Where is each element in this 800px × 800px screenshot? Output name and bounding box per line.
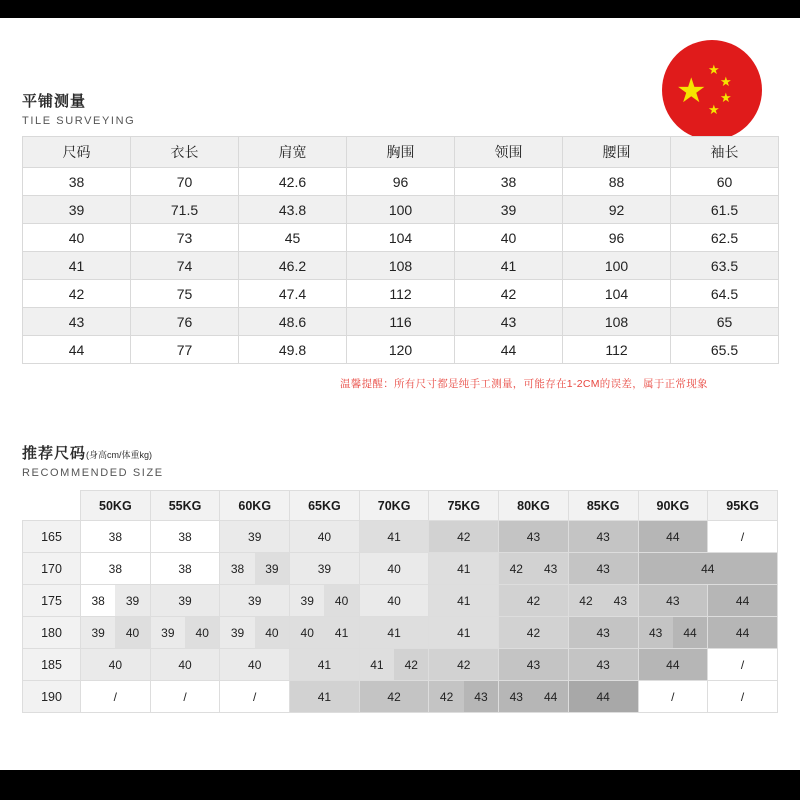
size-value: 38 [151, 521, 220, 552]
cell-sleeve: 63.5 [671, 252, 779, 280]
size-value: 39 [151, 617, 185, 648]
size-value: 44 [708, 617, 777, 648]
size-cell [568, 585, 638, 617]
size-value: 42 [394, 649, 428, 680]
cell-sleeve: 62.5 [671, 224, 779, 252]
col-header-75kg: 75KG [429, 491, 499, 521]
size-cell [638, 649, 708, 681]
size-cell [568, 553, 638, 585]
size-value: 43 [499, 521, 568, 552]
size-value: 41 [429, 553, 498, 584]
measurement-note: 温馨提醒：所有尺寸都是纯手工测量，可能存在1-2CM的误差，属于正常现象 [340, 378, 708, 390]
tile-surveying-table [22, 136, 779, 364]
cell-shoulder: 43.8 [239, 196, 347, 224]
cell-bust: 100 [347, 196, 455, 224]
size-cell [81, 521, 151, 553]
col-header-bust: 胸围 [347, 137, 455, 168]
cell-collar: 39 [455, 196, 563, 224]
cell-bust: 120 [347, 336, 455, 364]
size-cell [81, 585, 151, 617]
table-row [23, 585, 778, 617]
size-cell [429, 585, 499, 617]
cell-bust: 96 [347, 168, 455, 196]
size-cell [220, 521, 290, 553]
size-cell [150, 681, 220, 713]
size-value: / [81, 681, 150, 712]
size-cell [359, 681, 429, 713]
size-value: 41 [360, 649, 394, 680]
cell-collar: 42 [455, 280, 563, 308]
size-value: 43 [569, 617, 638, 648]
flag-big-star-icon: ★ [676, 72, 707, 110]
size-value: 42 [429, 649, 498, 680]
size-cell [499, 681, 569, 713]
size-cell [359, 617, 429, 649]
col-header-60kg: 60KG [220, 491, 290, 521]
size-value: 39 [81, 617, 115, 648]
table-row [23, 196, 779, 224]
cell-length: 76 [131, 308, 239, 336]
col-header-collar: 领围 [455, 137, 563, 168]
table-row [23, 224, 779, 252]
col-header-waist: 腰围 [563, 137, 671, 168]
size-cell [429, 649, 499, 681]
size-value: 44 [708, 585, 777, 616]
size-cell [359, 521, 429, 553]
size-cell [638, 681, 708, 713]
size-value: 44 [673, 617, 707, 648]
size-value: 40 [255, 617, 289, 648]
col-header-95kg: 95KG [708, 491, 778, 521]
size-cell [568, 681, 638, 713]
cell-sleeve: 60 [671, 168, 779, 196]
size-value: 38 [220, 553, 254, 584]
size-value: 39 [290, 585, 324, 616]
size-value: / [708, 649, 777, 680]
size-cell [638, 585, 708, 617]
size-cell [220, 649, 290, 681]
table-header-row [23, 137, 779, 168]
table-row [23, 649, 778, 681]
cell-size: 40 [23, 224, 131, 252]
size-cell [429, 617, 499, 649]
col-header-corner [23, 491, 81, 521]
size-value: 38 [151, 553, 220, 584]
cell-size: 43 [23, 308, 131, 336]
table-row [23, 617, 778, 649]
size-cell [708, 521, 778, 553]
size-value: 42 [499, 617, 568, 648]
col-header-length: 衣长 [131, 137, 239, 168]
size-cell [708, 585, 778, 617]
size-cell [359, 585, 429, 617]
flag-small-star-1-icon: ★ [708, 62, 720, 77]
row-header-height: 165 [23, 521, 81, 553]
size-value: 39 [220, 585, 289, 616]
size-value: 41 [429, 617, 498, 648]
size-value: 42 [499, 553, 533, 584]
size-value: 40 [81, 649, 150, 680]
recommended-size-title-unit: (身高cm/体重kg) [86, 450, 153, 460]
cell-shoulder: 47.4 [239, 280, 347, 308]
col-header-85kg: 85KG [568, 491, 638, 521]
cell-collar: 41 [455, 252, 563, 280]
cell-length: 74 [131, 252, 239, 280]
size-value: 43 [569, 521, 638, 552]
table-row [23, 252, 779, 280]
size-value: 44 [639, 553, 778, 584]
cell-sleeve: 65.5 [671, 336, 779, 364]
size-cell [708, 681, 778, 713]
recommended-size-heading [22, 442, 164, 479]
row-header-height: 175 [23, 585, 81, 617]
cell-size: 42 [23, 280, 131, 308]
cell-bust: 112 [347, 280, 455, 308]
table-row [23, 308, 779, 336]
size-cell [220, 553, 290, 585]
size-value: 42 [499, 585, 568, 616]
cell-length: 71.5 [131, 196, 239, 224]
size-value: 43 [499, 681, 533, 712]
flag-small-star-2-icon: ★ [720, 74, 732, 89]
size-cell [568, 649, 638, 681]
cell-length: 70 [131, 168, 239, 196]
size-value: 43 [464, 681, 498, 712]
size-cell [150, 521, 220, 553]
table-row [23, 521, 778, 553]
size-cell [150, 553, 220, 585]
size-cell [499, 649, 569, 681]
size-value: 44 [639, 521, 708, 552]
size-value: 39 [151, 585, 220, 616]
size-value: 44 [569, 681, 638, 712]
cell-length: 73 [131, 224, 239, 252]
col-header-shoulder: 肩宽 [239, 137, 347, 168]
size-value: 41 [429, 585, 498, 616]
cell-shoulder: 42.6 [239, 168, 347, 196]
cell-length: 77 [131, 336, 239, 364]
size-cell [359, 649, 429, 681]
size-value: 41 [290, 649, 359, 680]
size-cell [708, 649, 778, 681]
size-value: 40 [185, 617, 219, 648]
size-value: 43 [603, 585, 637, 616]
tile-surveying-heading [22, 90, 135, 127]
cell-shoulder: 46.2 [239, 252, 347, 280]
size-value: 39 [220, 521, 289, 552]
size-cell [429, 521, 499, 553]
size-value: 41 [290, 681, 359, 712]
cell-waist: 112 [563, 336, 671, 364]
size-cell [499, 617, 569, 649]
size-value: 39 [255, 553, 289, 584]
size-cell [290, 681, 360, 713]
size-cell [499, 553, 569, 585]
col-header-70kg: 70KG [359, 491, 429, 521]
size-value: 40 [115, 617, 149, 648]
col-header-65kg: 65KG [290, 491, 360, 521]
size-value: 42 [429, 521, 498, 552]
row-header-height: 185 [23, 649, 81, 681]
cell-length: 75 [131, 280, 239, 308]
size-value: 38 [81, 585, 115, 616]
size-value: / [708, 681, 777, 712]
size-value: 38 [81, 521, 150, 552]
cell-waist: 108 [563, 308, 671, 336]
size-cell [220, 585, 290, 617]
size-value: 42 [360, 681, 429, 712]
size-value: 40 [151, 649, 220, 680]
recommended-size-body [23, 521, 778, 713]
size-value: 39 [115, 585, 149, 616]
col-header-80kg: 80KG [499, 491, 569, 521]
size-value: 40 [324, 585, 358, 616]
size-value: 41 [324, 617, 358, 648]
size-cell [359, 553, 429, 585]
size-value: 39 [220, 617, 254, 648]
cell-size: 44 [23, 336, 131, 364]
size-value: 38 [81, 553, 150, 584]
size-value: 40 [290, 521, 359, 552]
cell-collar: 44 [455, 336, 563, 364]
size-value: / [708, 521, 777, 552]
size-value: 42 [429, 681, 463, 712]
size-value: / [639, 681, 708, 712]
size-cell [290, 585, 360, 617]
size-cell [290, 649, 360, 681]
size-cell [499, 585, 569, 617]
white-sheet [0, 18, 800, 770]
size-value: 43 [533, 553, 567, 584]
table-header-row [23, 491, 778, 521]
size-cell [708, 617, 778, 649]
cell-bust: 108 [347, 252, 455, 280]
size-cell [150, 617, 220, 649]
cell-size: 39 [23, 196, 131, 224]
table-row [23, 280, 779, 308]
size-value: 42 [569, 585, 603, 616]
row-header-height: 190 [23, 681, 81, 713]
size-cell [429, 681, 499, 713]
recommended-size-title-main: 推荐尺码 [22, 445, 87, 462]
size-value: 43 [639, 617, 673, 648]
size-cell [638, 617, 708, 649]
cell-sleeve: 64.5 [671, 280, 779, 308]
cell-bust: 104 [347, 224, 455, 252]
size-cell [290, 553, 360, 585]
size-value: / [220, 681, 289, 712]
cell-size: 38 [23, 168, 131, 196]
flag-small-star-3-icon: ★ [720, 90, 732, 105]
table-row [23, 553, 778, 585]
size-value: 43 [639, 585, 708, 616]
size-value: 44 [533, 681, 567, 712]
cell-size: 41 [23, 252, 131, 280]
cell-waist: 100 [563, 252, 671, 280]
cell-sleeve: 65 [671, 308, 779, 336]
cell-waist: 104 [563, 280, 671, 308]
size-cell [499, 521, 569, 553]
size-cell [81, 681, 151, 713]
size-cell [81, 617, 151, 649]
col-header-90kg: 90KG [638, 491, 708, 521]
cell-shoulder: 49.8 [239, 336, 347, 364]
tile-surveying-title-en: TILE SURVEYING [22, 115, 136, 127]
cell-collar: 40 [455, 224, 563, 252]
size-cell [81, 553, 151, 585]
cell-waist: 96 [563, 224, 671, 252]
size-value: 44 [639, 649, 708, 680]
flag-small-star-4-icon: ★ [708, 102, 720, 117]
recommended-size-table [22, 490, 778, 713]
size-value: 41 [360, 521, 429, 552]
size-cell [568, 617, 638, 649]
size-value: 43 [569, 649, 638, 680]
cell-bust: 116 [347, 308, 455, 336]
size-value: 43 [569, 553, 638, 584]
size-cell [638, 521, 708, 553]
size-cell [150, 649, 220, 681]
size-cell [568, 521, 638, 553]
size-value: 43 [499, 649, 568, 680]
size-value: 40 [360, 553, 429, 584]
size-value: 41 [360, 617, 429, 648]
cell-shoulder: 48.6 [239, 308, 347, 336]
cell-sleeve: 61.5 [671, 196, 779, 224]
col-header-size: 尺码 [23, 137, 131, 168]
table-row [23, 168, 779, 196]
row-header-height: 170 [23, 553, 81, 585]
size-value: / [151, 681, 220, 712]
size-value: 40 [290, 617, 324, 648]
size-value: 40 [360, 585, 429, 616]
cell-collar: 38 [455, 168, 563, 196]
cell-waist: 88 [563, 168, 671, 196]
recommended-size-title-cn [22, 442, 164, 463]
row-header-height: 180 [23, 617, 81, 649]
size-cell [290, 521, 360, 553]
col-header-50kg: 50KG [81, 491, 151, 521]
col-header-55kg: 55KG [150, 491, 220, 521]
table-row [23, 681, 778, 713]
size-cell [220, 681, 290, 713]
cell-collar: 43 [455, 308, 563, 336]
recommended-size-title-en: RECOMMENDED SIZE [22, 467, 164, 479]
size-cell [638, 553, 778, 585]
size-cell [290, 617, 360, 649]
size-value: 39 [290, 553, 359, 584]
cell-shoulder: 45 [239, 224, 347, 252]
cell-waist: 92 [563, 196, 671, 224]
size-cell [429, 553, 499, 585]
size-value: 40 [220, 649, 289, 680]
size-cell [150, 585, 220, 617]
size-cell [81, 649, 151, 681]
size-cell [220, 617, 290, 649]
china-flag-badge [662, 40, 762, 140]
tile-surveying-title-cn: 平铺测量 [22, 93, 87, 110]
col-header-sleeve: 袖长 [671, 137, 779, 168]
table-row [23, 336, 779, 364]
